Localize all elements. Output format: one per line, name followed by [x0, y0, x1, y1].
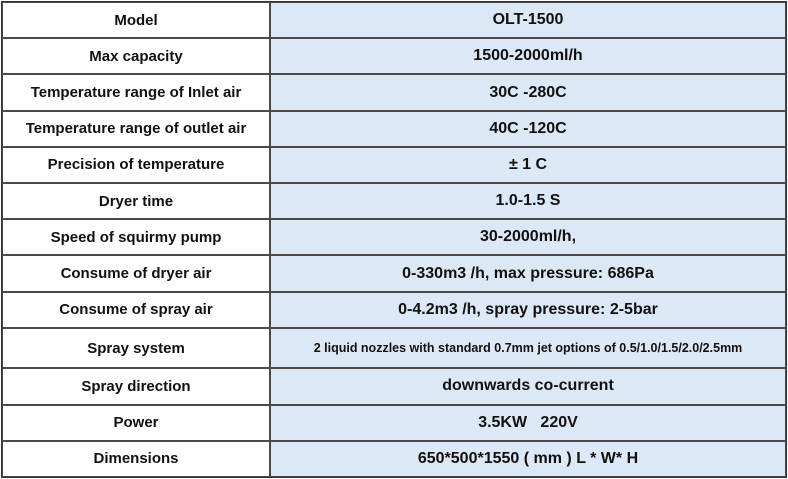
spec-label-spray-direction: Spray direction	[2, 368, 270, 404]
spec-value-model: OLT-1500	[270, 2, 786, 38]
table-row	[2, 183, 786, 219]
spec-value-max-capacity: 1500-2000ml/h	[270, 38, 786, 74]
specification-table-body	[2, 2, 786, 477]
spec-label-temperature-precision: Precision of temperature	[2, 147, 270, 183]
table-row	[2, 328, 786, 368]
table-row	[2, 292, 786, 328]
spec-value-power: 3.5KW 220V	[270, 405, 786, 441]
spec-label-dryer-air: Consume of dryer air	[2, 255, 270, 291]
spec-value-temperature-precision: ± 1 C	[270, 147, 786, 183]
table-row	[2, 219, 786, 255]
spec-label-spray-system: Spray system	[2, 328, 270, 368]
spec-label-max-capacity: Max capacity	[2, 38, 270, 74]
spec-value-spray-system: 2 liquid nozzles with standard 0.7mm jet options of 0.5/1.0/1.5/2.0/2.5mm	[270, 328, 786, 368]
spec-label-dryer-time: Dryer time	[2, 183, 270, 219]
spec-label-dimensions: Dimensions	[2, 441, 270, 477]
specification-table	[1, 1, 787, 478]
spec-value-spray-air: 0-4.2m3 /h, spray pressure: 2-5bar	[270, 292, 786, 328]
spec-label-outlet-temperature: Temperature range of outlet air	[2, 111, 270, 147]
spec-label-model: Model	[2, 2, 270, 38]
table-row	[2, 111, 786, 147]
spec-value-spray-direction: downwards co-current	[270, 368, 786, 404]
spec-label-inlet-temperature: Temperature range of Inlet air	[2, 74, 270, 110]
table-row	[2, 147, 786, 183]
table-row	[2, 405, 786, 441]
table-row	[2, 441, 786, 477]
spec-label-power: Power	[2, 405, 270, 441]
table-row	[2, 368, 786, 404]
table-row	[2, 2, 786, 38]
table-row	[2, 255, 786, 291]
spec-label-spray-air: Consume of spray air	[2, 292, 270, 328]
spec-value-inlet-temperature: 30C -280C	[270, 74, 786, 110]
spec-label-pump-speed: Speed of squirmy pump	[2, 219, 270, 255]
spec-value-dryer-time: 1.0-1.5 S	[270, 183, 786, 219]
table-row	[2, 38, 786, 74]
spec-value-dimensions: 650*500*1550 ( mm ) L * W* H	[270, 441, 786, 477]
spec-value-dryer-air: 0-330m3 /h, max pressure: 686Pa	[270, 255, 786, 291]
spec-value-outlet-temperature: 40C -120C	[270, 111, 786, 147]
spec-value-pump-speed: 30-2000ml/h,	[270, 219, 786, 255]
table-row	[2, 74, 786, 110]
